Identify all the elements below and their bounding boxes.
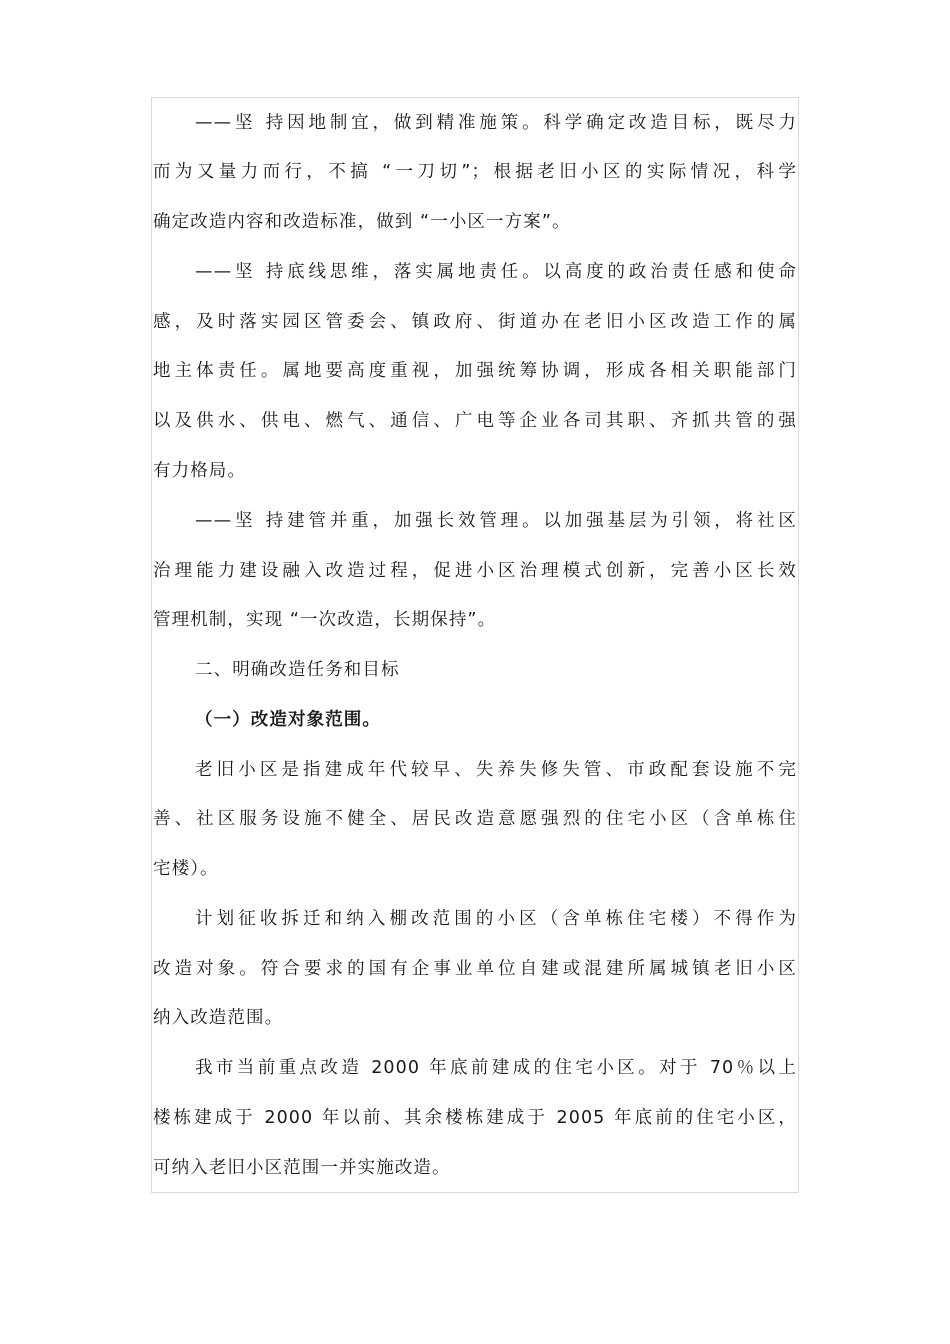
subsection-heading: （一）改造对象范围。 — [195, 710, 381, 730]
paragraph-line: 管理机制，实现 “一次改造，长期保持”。 — [153, 610, 497, 630]
paragraph-line: 纳入改造范围。 — [153, 1008, 284, 1028]
paragraph-line: 感，及时落实园区管委会、镇政府、街道办在老旧小区改造工作的属 — [153, 312, 797, 332]
paragraph-line: 有力格局。 — [153, 461, 246, 481]
paragraph-line: 而为又量力而行，不搞 “一刀切”；根据老旧小区的实际情况，科学 — [153, 162, 797, 182]
paragraph-line: 可纳入老旧小区范围一并实施改造。 — [153, 1158, 451, 1178]
paragraph-line: 以及供水、供电、燃气、通信、广电等企业各司其职、齐抓共管的强 — [153, 411, 797, 431]
paragraph-line: 宅楼）。 — [153, 859, 219, 879]
section-heading: 二、明确改造任务和目标 — [195, 660, 400, 680]
paragraph-line: ——坚 持建管并重，加强长效管理。以加强基层为引领，将社区 — [195, 511, 797, 531]
paragraph-line: 楼栋建成于 2000 年以前、其余楼栋建成于 2005 年底前的住宅小区， — [153, 1108, 797, 1128]
paragraph-line: 地主体责任。属地要高度重视，加强统筹协调，形成各相关职能部门 — [153, 361, 797, 381]
paragraph-line: 计划征收拆迁和纳入棚改范围的小区（含单栋住宅楼）不得作为 — [195, 909, 797, 929]
paragraph-line: 改造对象。符合要求的国有企事业单位自建或混建所属城镇老旧小区 — [153, 959, 797, 979]
paragraph-line: 确定改造内容和改造标准，做到 “一小区一方案”。 — [153, 212, 571, 232]
paragraph-line: 我市当前重点改造 2000 年底前建成的住宅小区。对于 70％以上 — [195, 1058, 797, 1078]
paragraph-line: ——坚 持底线思维，落实属地责任。以高度的政治责任感和使命 — [195, 262, 797, 282]
paragraph-line: 治理能力建设融入改造过程，促进小区治理模式创新，完善小区长效 — [153, 561, 797, 581]
paragraph-line: 老旧小区是指建成年代较早、失养失修失管、市政配套设施不完 — [195, 760, 797, 780]
paragraph-line: ——坚 持因地制宜，做到精准施策。科学确定改造目标，既尽力 — [195, 113, 797, 133]
paragraph-line: 善、社区服务设施不健全、居民改造意愿强烈的住宅小区（含单栋住 — [153, 809, 797, 829]
